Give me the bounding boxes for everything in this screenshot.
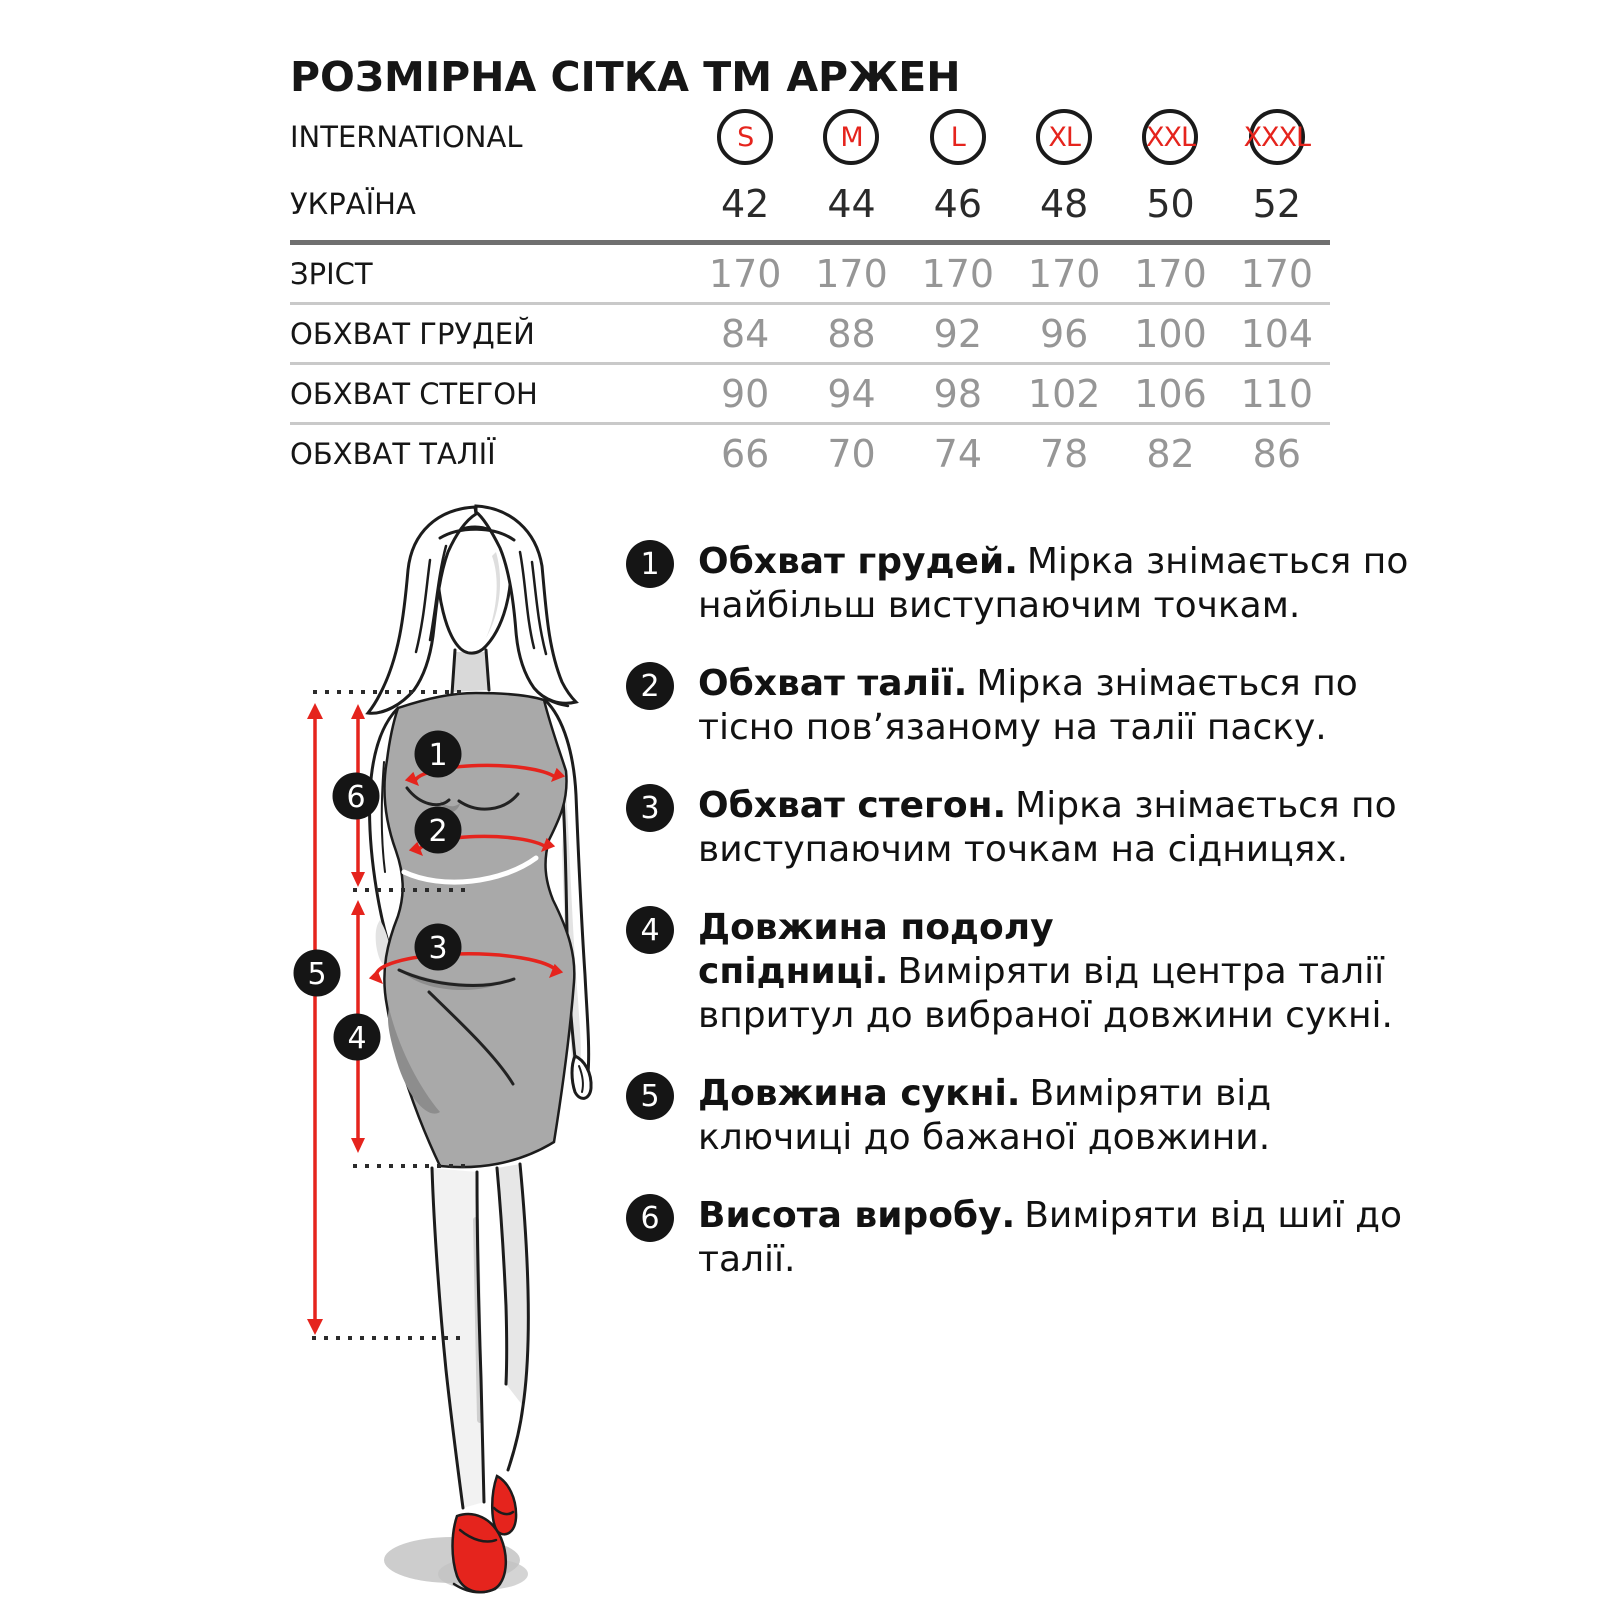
table-row-chest (290, 305, 1330, 362)
dress-length-arrow (307, 703, 323, 1335)
international-label: INTERNATIONAL (290, 120, 523, 154)
legend-text: Обхват талії. Мірка знімається по тісно пов’язаному на талії паску. (698, 663, 1358, 748)
page-title: РОЗМІРНА СІТКА ТМ АРЖЕН (290, 53, 961, 102)
value-cell: 170 (1027, 251, 1101, 296)
row-label: ОБХВАТ СТЕГОН (290, 376, 538, 411)
marker-2 (415, 807, 462, 854)
legend-text: Довжина сукні. Виміряти від ключиці до бажаної довжини. (698, 1073, 1272, 1158)
svg-text:3: 3 (428, 931, 448, 966)
size-badge-xl: XL (1036, 109, 1092, 165)
value-cell: 94 (827, 371, 876, 416)
ukraine-label: УКРАЇНА (290, 187, 416, 221)
value-cell: 170 (708, 251, 782, 296)
value-cell: 84 (720, 311, 770, 356)
marker-5 (294, 950, 341, 997)
legend-item-dress-length (626, 1072, 1416, 1160)
table-row-ukraine (290, 174, 1330, 234)
legend-term: Обхват талії. (698, 663, 968, 704)
row-label: ОБХВАТ ГРУДЕЙ (290, 316, 535, 351)
svg-text:2: 2 (428, 814, 448, 849)
ukraine-size-cell: 52 (1252, 182, 1301, 226)
legend-item-hips (626, 784, 1416, 872)
value-cell: 70 (827, 431, 876, 476)
legend-term: Обхват грудей. (698, 541, 1018, 582)
value-cell: 170 (815, 251, 888, 296)
measurement-legend (626, 540, 1416, 1316)
marker-3 (415, 924, 462, 971)
legend-number-badge: 6 (626, 1194, 674, 1242)
value-cell: 104 (1240, 311, 1314, 356)
figure-illustration (280, 500, 620, 1600)
legend-text: Обхват грудей. Мірка знімається по найбільш виступаючим точкам. (698, 541, 1409, 626)
legend-item-product-height (626, 1194, 1416, 1282)
svg-text:6: 6 (346, 780, 366, 815)
size-badge-xxl: XXL (1142, 109, 1198, 165)
value-cell: 170 (1134, 251, 1207, 296)
size-badge-l: L (930, 109, 986, 165)
value-cell: 110 (1240, 371, 1314, 416)
row-label: ОБХВАТ ТАЛІЇ (290, 436, 496, 471)
value-cell: 92 (933, 311, 982, 356)
legend-text: Висота виробу. Виміряти від шиї до талії. (698, 1195, 1403, 1280)
legend-text: Обхват стегон. Мірка знімається по виступаючим точкам на сідницях. (698, 785, 1397, 870)
size-cell (798, 109, 904, 165)
legend-number-badge: 1 (626, 540, 674, 588)
value-cell: 98 (933, 371, 982, 416)
legend-item-waist (626, 662, 1416, 750)
value-cell: 90 (720, 371, 770, 416)
size-badge-xxxl: XXXL (1249, 109, 1305, 165)
size-badge-s: S (717, 109, 773, 165)
value-cell: 86 (1252, 431, 1301, 476)
legend-number-badge: 2 (626, 662, 674, 710)
legend-text: Довжина подолу спідниці. Виміряти від центра талії впритул до вибраної довжини сукні. (698, 907, 1393, 1036)
value-cell: 82 (1146, 431, 1195, 476)
size-cell (1011, 109, 1117, 165)
marker-4 (334, 1014, 381, 1061)
value-cell: 102 (1027, 371, 1101, 416)
legend-term: Довжина сукні. (698, 1073, 1021, 1114)
table-row-hips (290, 365, 1330, 422)
neck (452, 650, 489, 694)
table-row-height (290, 245, 1330, 302)
value-cell: 66 (720, 431, 770, 476)
value-cell: 106 (1134, 371, 1207, 416)
ukraine-size-cell: 42 (720, 182, 770, 226)
legend-term: Висота виробу. (698, 1195, 1016, 1236)
table-row-international (290, 100, 1330, 174)
legend-number-badge: 3 (626, 784, 674, 832)
size-cell (905, 109, 1011, 165)
size-cell (692, 109, 798, 165)
value-cell: 96 (1039, 311, 1089, 356)
size-badge-m: M (823, 109, 879, 165)
value-cell: 88 (827, 311, 876, 356)
row-label: ЗРІСТ (290, 256, 373, 291)
legend-number-badge: 4 (626, 906, 674, 954)
value-cell: 170 (921, 251, 995, 296)
marker-1 (415, 731, 462, 778)
value-cell: 170 (1240, 251, 1314, 296)
value-cell: 78 (1039, 431, 1089, 476)
measurement-figure (280, 500, 620, 1600)
size-cell (1117, 109, 1223, 165)
value-cell: 100 (1134, 311, 1207, 356)
legend-term: Довжина подолу спідниці. (698, 907, 1054, 992)
svg-text:1: 1 (428, 738, 448, 773)
legend-item-skirt-length (626, 906, 1416, 1038)
table-row-waist (290, 425, 1330, 482)
marker-6 (333, 773, 380, 820)
ukraine-size-cell: 44 (827, 182, 876, 226)
ukraine-size-cell: 46 (933, 182, 982, 226)
svg-text:5: 5 (307, 957, 327, 992)
ukraine-size-cell: 48 (1039, 182, 1089, 226)
ukraine-size-cell: 50 (1146, 182, 1195, 226)
legend-number-badge: 5 (626, 1072, 674, 1120)
legend-term: Обхват стегон. (698, 785, 1007, 826)
value-cell: 74 (933, 431, 982, 476)
size-cell (1224, 109, 1330, 165)
size-table (290, 100, 1330, 482)
legend-item-chest (626, 540, 1416, 628)
svg-text:4: 4 (347, 1021, 367, 1056)
